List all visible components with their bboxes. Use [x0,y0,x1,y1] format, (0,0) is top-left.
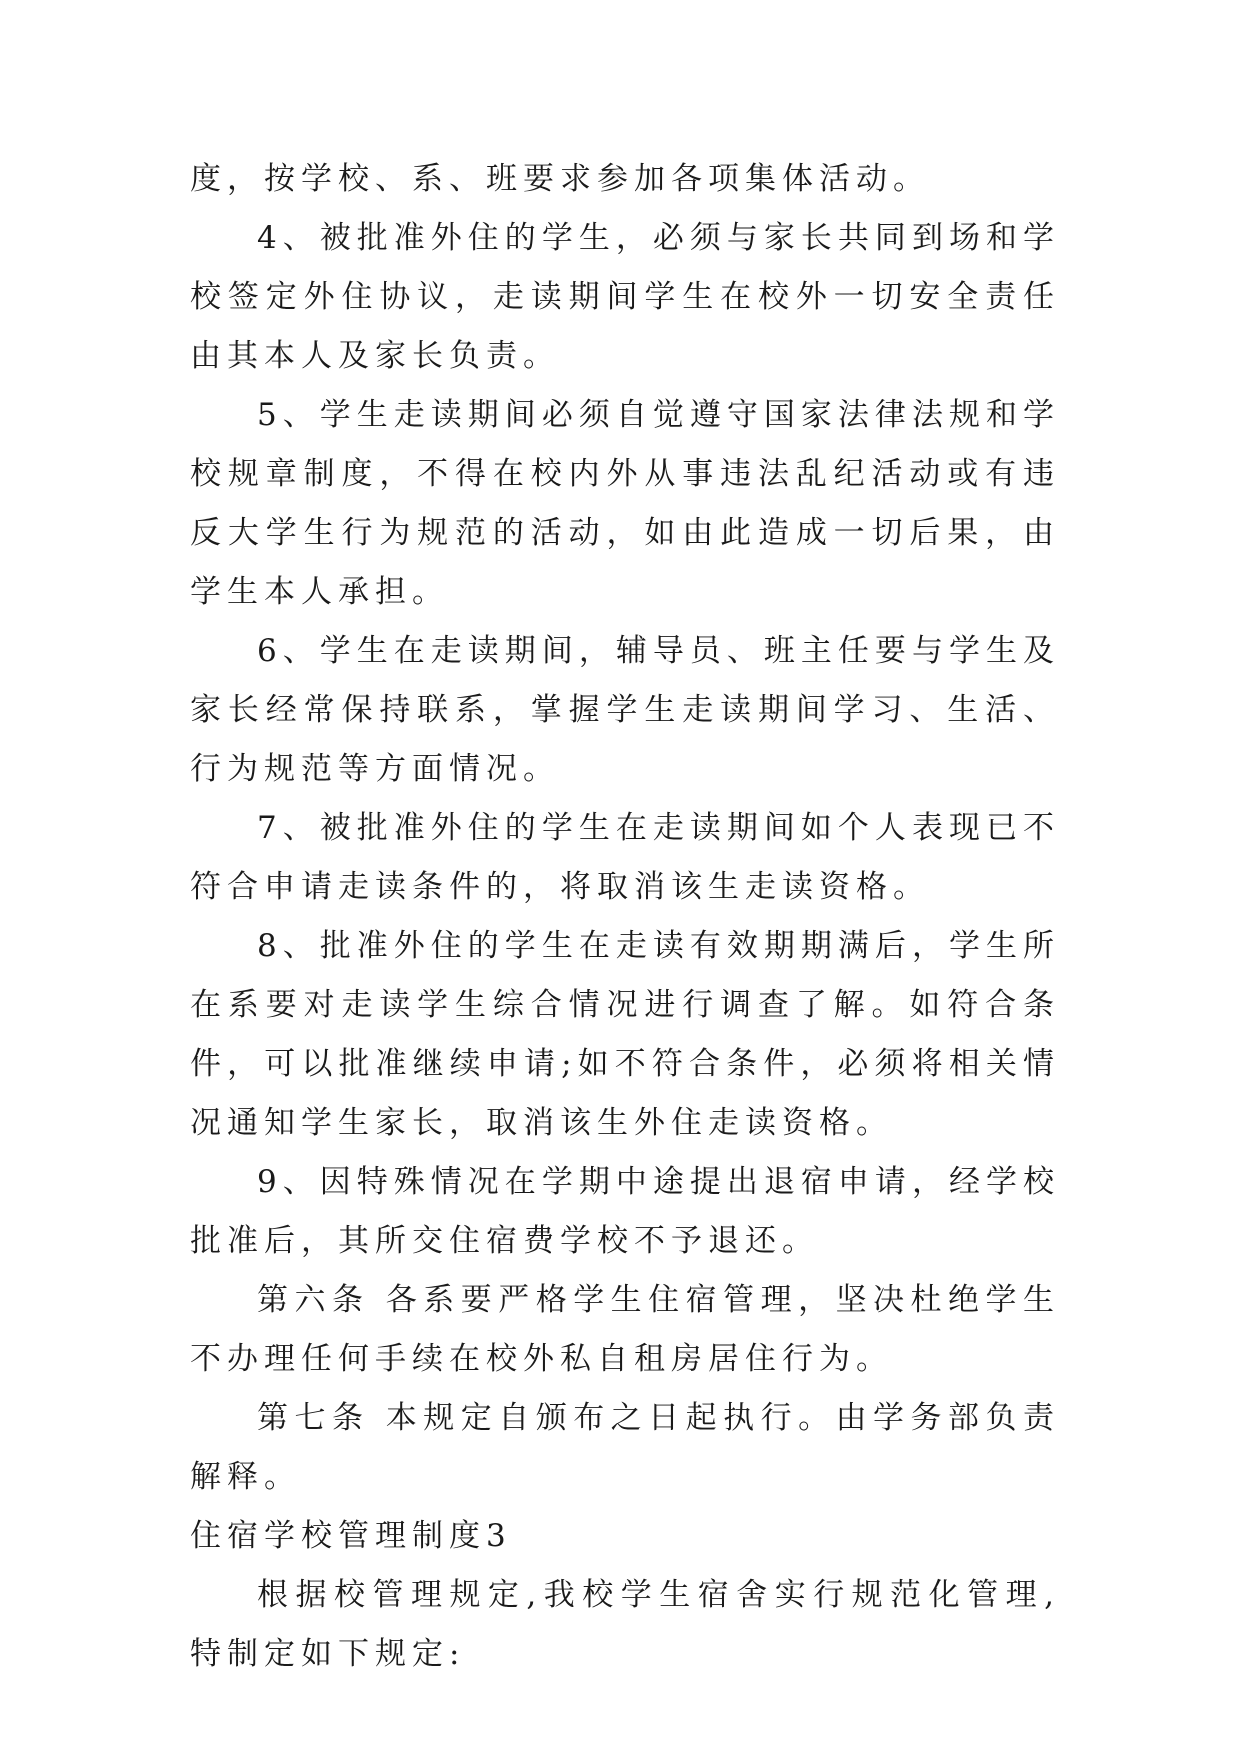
paragraph-article-6: 第六条 各系要严格学生住宿管理，坚决杜绝学生不办理任何手续在校外私自租房居住行为。 [190,1282,1060,1377]
paragraph-item-5: 5、学生走读期间必须自觉遵守国家法律法规和学校规章制度，不得在校内外从事违法乱纪活动或有违反大学生行为规范的活动，如由此造成一切后果，由学生本人承担。 [190,397,1060,610]
document-body [190,150,1060,1684]
paragraph-item-6: 6、学生在走读期间，辅导员、班主任要与学生及家长经常保持联系，掌握学生走读期间学习、生活、行为规范等方面情况。 [190,633,1060,787]
paragraph-intro: 根据校管理规定,我校学生宿舍实行规范化管理,特制定如下规定: [190,1577,1060,1672]
paragraph-article-7: 第七条 本规定自颁布之日起执行。由学务部负责解释。 [190,1400,1060,1495]
paragraph-item-8: 8、批准外住的学生在走读有效期期满后，学生所在系要对走读学生综合情况进行调查了解。如符合条件，可以批准继续申请;如不符合条件，必须将相关情况通知学生家长，取消该生外住走读资格。 [190,928,1060,1141]
paragraph-item-9: 9、因特殊情况在学期中途提出退宿申请，经学校批准后，其所交住宿费学校不予退还。 [190,1164,1060,1259]
paragraph-item-4: 4、被批准外住的学生，必须与家长共同到场和学校签定外住协议，走读期间学生在校外一切安全责任由其本人及家长负责。 [190,220,1060,374]
section-heading: 住宿学校管理制度3 [190,1518,512,1554]
paragraph-item-7: 7、被批准外住的学生在走读期间如个人表现已不符合申请走读条件的，将取消该生走读资格。 [190,810,1060,905]
paragraph-continuation: 度，按学校、系、班要求参加各项集体活动。 [190,161,930,197]
